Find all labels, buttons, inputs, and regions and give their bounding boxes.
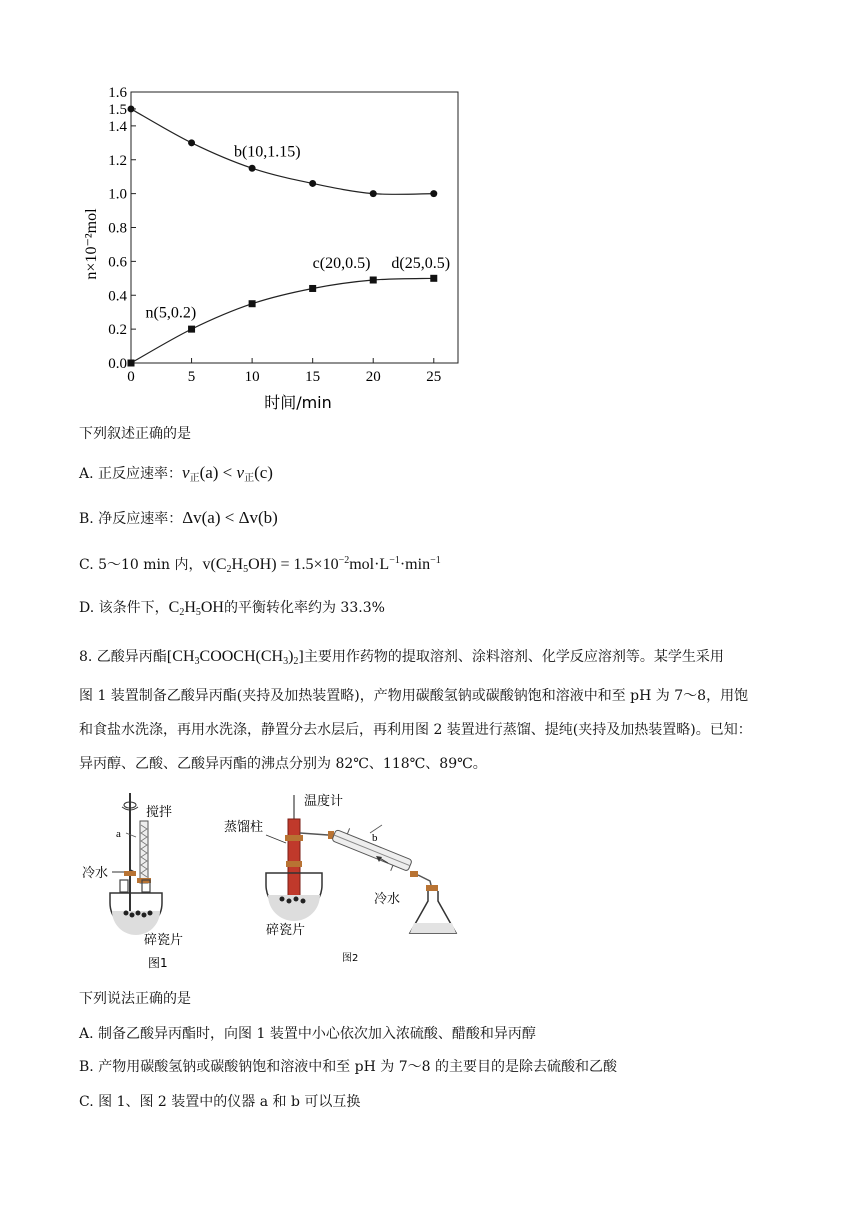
y-tick-label: 1.4 xyxy=(108,118,127,135)
y-tick-label: 1.6 xyxy=(108,85,127,101)
condenser-b-label: b xyxy=(372,832,378,844)
series-2-point xyxy=(128,360,135,367)
q7-option-d: D. 该条件下，$C_2H_5OH$的平衡转化率约为 33.3% xyxy=(79,599,385,618)
x-axis-label: 时间/min xyxy=(264,393,332,412)
series-2-point xyxy=(188,326,195,333)
series-2-point xyxy=(249,300,256,307)
column-label: 蒸馏柱 xyxy=(224,820,264,835)
x-tick-label: 15 xyxy=(305,369,321,385)
x-tick-label: 10 xyxy=(244,369,260,385)
point-annotation: c(20,0.5) xyxy=(312,255,371,273)
condenser-a-label: a xyxy=(116,828,121,840)
q8-option-c: C. 图 1、图 2 装置中的仪器 a 和 b 可以互换 xyxy=(79,1094,361,1110)
time-course-chart xyxy=(70,84,470,414)
q7-option-b: B. 净反应速率：Δv(a) < Δv(b) xyxy=(79,508,278,527)
x-tick-label: 25 xyxy=(426,369,442,385)
y-axis-label: n×10⁻²mol xyxy=(83,208,100,280)
point-annotation: b(10,1.15) xyxy=(233,143,301,161)
y-tick-label: 1.5 xyxy=(108,101,127,118)
series-1-point xyxy=(188,139,195,146)
series-2-point xyxy=(309,285,316,292)
y-tick-label: 1.2 xyxy=(108,152,127,169)
apparatus-figures xyxy=(70,785,490,970)
q7-option-a: A. 正反应速率：$v_正(a) < v_正(c)$ xyxy=(79,463,273,484)
series-1-point xyxy=(370,190,377,197)
point-annotation: d(25,0.5) xyxy=(391,255,451,273)
y-tick-label: 1.0 xyxy=(108,186,127,203)
series-1-point xyxy=(430,190,437,197)
x-tick-label: 0 xyxy=(127,369,135,385)
fig1-chips-label: 碎瓷片 xyxy=(144,933,184,948)
q7-option-c: C. 5～10 min 内，$v(C_2H_5OH) = 1.5\times 10^{-2}mol\cdot L^{-1}\cdot\min^{-1}$ xyxy=(79,555,441,575)
y-tick-label: 0.8 xyxy=(108,220,127,237)
thermometer-label: 温度计 xyxy=(304,794,344,809)
figure-1-caption: 图1 xyxy=(148,956,168,970)
fig1-cold-water-label: 冷水 xyxy=(82,866,109,881)
figure-2-caption: 图2 xyxy=(342,953,359,964)
y-tick-label: 0.4 xyxy=(108,288,127,305)
point-annotation: n(5,0.2) xyxy=(145,304,197,322)
stir-label: 搅拌 xyxy=(146,805,173,820)
q8-option-a: A. 制备乙酸异丙酯时，向图 1 装置中小心依次加入浓硫酸、醋酸和异丙醇 xyxy=(79,1026,536,1042)
x-tick-label: 5 xyxy=(187,369,196,385)
series-2-point xyxy=(430,275,437,282)
series-1-point xyxy=(128,105,135,112)
fig2-chips-label: 碎瓷片 xyxy=(266,923,306,938)
y-tick-label: 0.0 xyxy=(108,356,127,372)
q8-option-b: B. 产物用碳酸氢钠或碳酸钠饱和溶液中和至 pH 为 7～8 的主要目的是除去硫酸和乙酸 xyxy=(79,1059,617,1075)
y-tick-label: 0.2 xyxy=(108,322,127,339)
series-2-point xyxy=(370,277,377,284)
figure-2-distillation-apparatus xyxy=(224,793,456,964)
series-1-point xyxy=(249,165,256,172)
figure-1-reflux-apparatus xyxy=(82,793,183,970)
plot-frame xyxy=(131,92,458,363)
series-1-point xyxy=(309,180,316,187)
y-tick-label: 0.6 xyxy=(108,254,127,271)
q7-stem: 下列叙述正确的是 xyxy=(79,426,191,442)
q8-intro: 8. 乙酸异丙酯$[CH_3COOCH(CH_3)_2]$主要用作药物的提取溶剂、涂料溶剂、化学反应溶剂等。某学生采用 图 1 装置制备乙酸异丙酯(夹持及加热装置略)，产物用碳酸氢钠或碳酸钠饱和溶液中和至 pH 为 7～8，用饱 和食盐水洗涤，再用水洗涤，静置分去水层后，再利用图 2 装置进行蒸馏、提纯(夹持及加热装置略)。已知： 异丙醇、乙酸、乙酸异丙酯的沸点分别为 82℃、118℃、89℃。 xyxy=(79,648,752,772)
fig2-cold-water-label: 冷水 xyxy=(374,892,401,907)
x-tick-label: 20 xyxy=(365,369,381,385)
q8-stem: 下列说法正确的是 xyxy=(79,991,191,1007)
